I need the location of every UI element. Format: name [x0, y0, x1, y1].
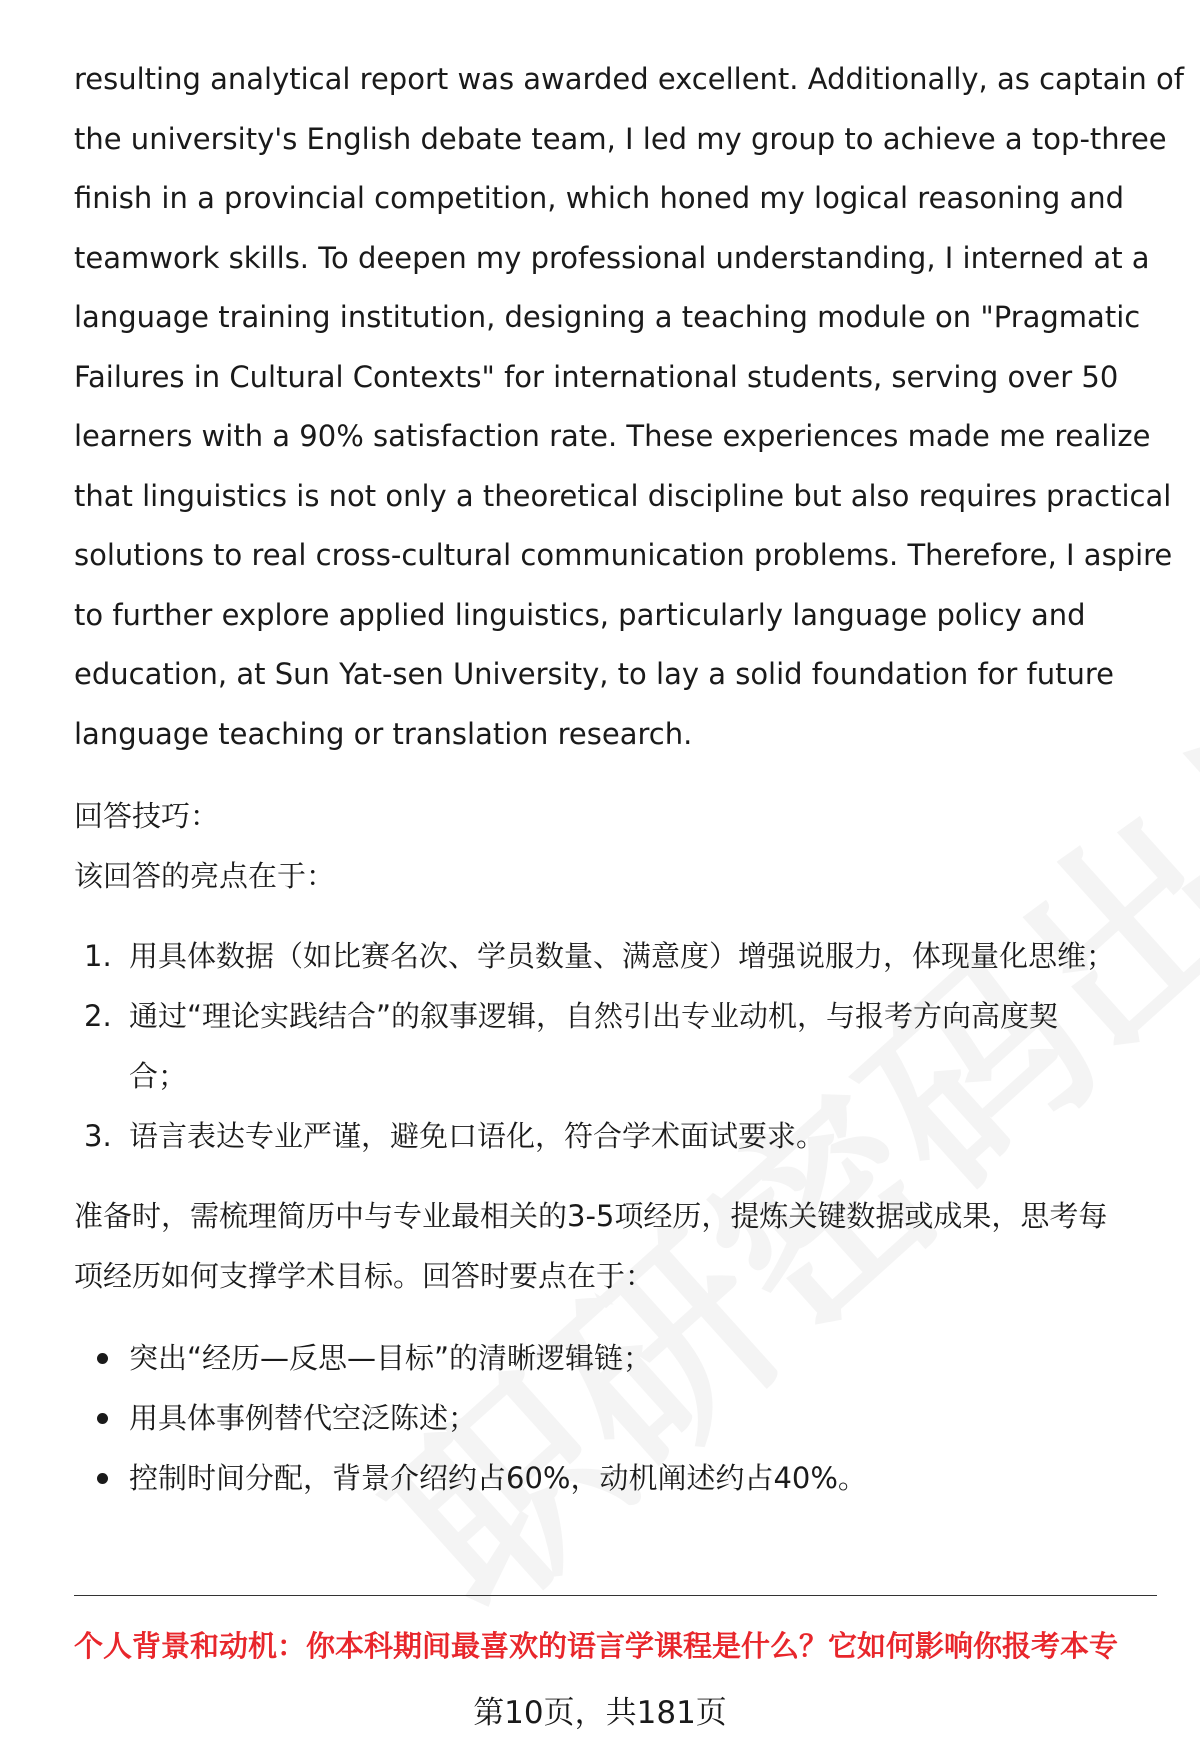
paragraph-line: education, at Sun Yat-sen University, to lay a solid foundation for future: [74, 657, 1115, 691]
bullet-icon: [97, 1473, 108, 1484]
highlights-list: [74, 926, 1154, 1166]
prep-paragraph: [74, 1186, 1154, 1306]
tips-intro: 该回答的亮点在于：: [74, 859, 336, 893]
list-number: 3.: [84, 1119, 112, 1153]
list-item: [74, 1106, 1154, 1166]
paragraph-line: solutions to real cross-cultural communication problems. Therefore, I aspire: [74, 538, 1173, 572]
paragraph-line: resulting analytical report was awarded excellent. Additionally, as captain of: [74, 62, 1184, 96]
paragraph-line: 准备时，需梳理简历中与专业最相关的3-5项经历，提炼关键数据或成果，思考每: [74, 1199, 1108, 1233]
list-item-text: 通过“理论实践结合”的叙事逻辑，自然引出专业动机，与报考方向高度契: [129, 999, 1059, 1033]
page-content: [74, 50, 1184, 1508]
paragraph-line: 项经历如何支撑学术目标。回答时要点在于：: [74, 1259, 655, 1293]
bullet-icon: [97, 1353, 108, 1364]
next-question-heading: 个人背景和动机：你本科期间最喜欢的语言学课程是什么？它如何影响你报考本专: [74, 1629, 1119, 1663]
paragraph-line: to further explore applied linguistics, particularly language policy and: [74, 597, 1086, 632]
page-number: 第10页，共181页: [473, 1695, 727, 1731]
bullet-text: 用具体事例替代空泛陈述；: [129, 1401, 478, 1435]
list-item: [74, 986, 1154, 1106]
answer-paragraph: [74, 50, 1184, 764]
bullet-text: 突出“经历—反思—目标”的清晰逻辑链；: [129, 1341, 653, 1375]
bullet-item: [74, 1328, 1154, 1388]
paragraph-line: teamwork skills. To deepen my professional understanding, I interned at a: [74, 240, 1150, 275]
list-item-text: 合；: [129, 1059, 188, 1093]
paragraph-line: learners with a 90% satisfaction rate. These experiences made me realize: [74, 419, 1151, 453]
paragraph-line: language training institution, designing a teaching module on "Pragmatic: [74, 300, 1141, 334]
answer-points-list: [74, 1328, 1154, 1508]
list-number: 2.: [84, 999, 112, 1033]
list-number: 1.: [84, 939, 112, 973]
tips-heading: 回答技巧：: [74, 799, 220, 833]
paragraph-line: the university's English debate team, I led my group to achieve a top-three: [74, 121, 1167, 156]
list-item: [74, 926, 1154, 986]
bullet-icon: [97, 1413, 108, 1424]
bullet-item: [74, 1448, 1154, 1508]
bullet-text: 控制时间分配，背景介绍约占60%，动机阐述约占40%。: [129, 1461, 867, 1495]
paragraph-line: language teaching or translation research.: [74, 716, 693, 751]
divider: [74, 1595, 1157, 1596]
paragraph-line: that linguistics is not only a theoretical discipline but also requires practical: [74, 478, 1172, 513]
paragraph-line: Failures in Cultural Contexts" for international students, serving over 50: [74, 359, 1119, 394]
paragraph-line: finish in a provincial competition, which honed my logical reasoning and: [74, 181, 1125, 215]
list-item-text: 用具体数据（如比赛名次、学员数量、满意度）增强说服力，体现量化思维；: [129, 939, 1116, 973]
list-item-text: 语言表达专业严谨，避免口语化，符合学术面试要求。: [129, 1119, 826, 1153]
bullet-item: [74, 1388, 1154, 1448]
